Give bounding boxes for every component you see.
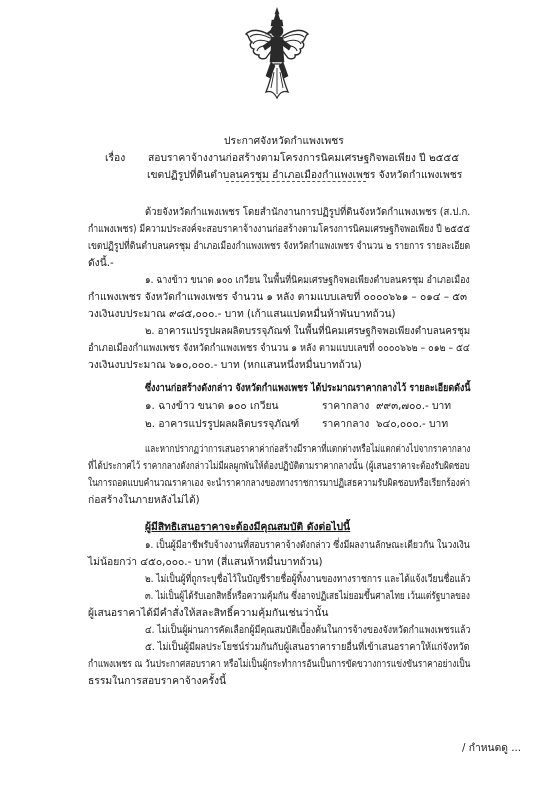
median-row-label: ๒. อาคารแปรรูปผลผลิตบรรจุภัณฑ์ bbox=[145, 418, 300, 430]
median-note-line: และหากปรากฏว่าการเสนอราคาค่าก่อสร้างมีราคาที่แตกต่างหรือไม่แตกต่างไปจากราคากลาง bbox=[145, 443, 471, 455]
announcement-title: ประกาศจังหวัดกำแพงเพชร bbox=[224, 135, 344, 147]
median-row-label: ๑. ฉางข้าว ขนาด ๑๐๐ เกวียน bbox=[145, 400, 279, 412]
qualification-line: ๔. ไม่เป็นผู้ผ่านการคัดเลือกผู้มีคุณสมบัติเบื้องต้นในการจ้างของจังหวัดกำแพงเพชรแล้ว bbox=[145, 624, 471, 636]
qualification-line: ผู้เสนอราคาได้มีคำสั่งให้สละสิทธิ์ความคุ้มกันเช่นว่านั้น bbox=[88, 607, 329, 619]
intro-line: ดังนี้.- bbox=[88, 257, 114, 269]
continuation-marker: / กำหนดดู ... bbox=[462, 742, 522, 754]
median-row-price-label: ราคากลาง bbox=[322, 418, 370, 430]
median-note-line: ที่ได้ประกาศไว้ ราคากลางดังกล่าวไม่มีผลผูกพันให้ต้องปฏิบัติตามราคากลางนั้น (ผู้เสนอราคาจะต้องรับผิดชอบ bbox=[88, 460, 470, 472]
intro-line: กำแพงเพชร) มีความประสงค์จะสอบราคาจ้างงานก่อสร้างตามโครงการนิคมเศรษฐกิจพอเพียง ปี ๒๕๕๕ bbox=[88, 223, 471, 235]
item-2-line: อำเภอเมืองกำแพงเพชร จังหวัดกำแพงเพชร จำนวน ๑ หลัง ตามแบบเลขที่ ๐๐๐๐๖๖๒ – ๐๑๒ – ๕๔ bbox=[88, 342, 470, 354]
median-note-line: ในการถอดแบบคำนวณราคาเอง จะนำราคากลางของทางราชการมาปฏิเสธความรับผิดชอบหรือเรียกร้องค่า bbox=[88, 477, 471, 489]
item-1-line: ๑. ฉางข้าว ขนาด ๑๐๐ เกวียน ในพื้นที่นิคมเศรษฐกิจพอเพียงตำบลนครชุม อำเภอเมือง bbox=[145, 274, 470, 286]
median-row-price: ๖๔๐,๐๐๐.- บาท bbox=[376, 418, 449, 430]
median-row-price-label: ราคากลาง bbox=[322, 400, 370, 412]
item-2-line: วงเงินงบประมาณ ๖๑๐,๐๐๐.- บาท (หกแสนหนึ่งหมื่นบาทถ้วน) bbox=[88, 359, 362, 371]
qualification-line: ๑. เป็นผู้มีอาชีพรับจ้างงานที่สอบราคาจ้างดังกล่าว ซึ่งมีผลงานลักษณะเดียวกัน ในวงเงิน bbox=[145, 539, 470, 551]
item-1-line: วงเงินงบประมาณ ๙๘๕,๐๐๐.- บาท (เก้าแสนแปดหมื่นห้าพันบาทถ้วน) bbox=[88, 308, 396, 320]
qualification-line: ไม่น้อยกว่า ๔๕๐,๐๐๐.- บาท (สี่แสนห้าหมื่นบาทถ้วน) bbox=[88, 556, 323, 568]
median-row-price: ๙๙๓,๗๐๐.- บาท bbox=[376, 400, 452, 412]
title-divider bbox=[226, 181, 366, 182]
intro-line: เขตปฏิรูปที่ดินตำบลนครชุม อำเภอเมืองกำแพงเพชร จังหวัดกำแพงเพชร จำนวน ๒ รายการ รายละเอียด bbox=[88, 240, 471, 252]
qualification-line: ๓. ไม่เป็นผู้ได้รับเอกสิทธิ์หรือความคุ้มกัน ซึ่งอาจปฏิเสธไม่ยอมขึ้นศาลไทย เว้นแต่รัฐบาลของ bbox=[145, 590, 470, 602]
item-2-line: ๒. อาคารแปรรูปผลผลิตบรรจุภัณฑ์ ในพื้นที่นิคมเศรษฐกิจพอเพียงตำบลนครชุม bbox=[145, 325, 471, 337]
subject-line-2: เขตปฏิรูปที่ดินตำบลนครชุม อำเภอเมืองกำแพงเพชร จังหวัดกำแพงเพชร bbox=[147, 169, 463, 181]
intro-line: ด้วยจังหวัดกำแพงเพชร โดยสำนักงานการปฏิรูปที่ดินจังหวัดกำแพงเพชร (ส.ป.ก. bbox=[145, 206, 471, 218]
garuda-emblem-icon bbox=[244, 6, 310, 100]
median-note-line: ก่อสร้างในภายหลังไม่ได้) bbox=[88, 494, 200, 506]
qualification-line: ธรรมในการสอบราคาจ้างครั้งนี้ bbox=[88, 675, 227, 687]
median-price-heading: ซึ่งงานก่อสร้างดังกล่าว จังหวัดกำแพงเพชร ได้ประมาณราคากลางไว้ รายละเอียดดังนี้ bbox=[145, 382, 471, 394]
item-1-line: กำแพงเพชร จังหวัดกำแพงเพชร จำนวน ๑ หลัง ตามแบบเลขที่ ๐๐๐๐๖๖๑ – ๐๑๔ – ๕๓ bbox=[88, 291, 468, 303]
qualification-line: กำแพงเพชร ณ วันประกาศสอบราคา หรือไม่เป็นผู้กระทำการอันเป็นการขัดขวางการแข่งขันราคาอย่างเป็น bbox=[88, 658, 471, 670]
qualifications-heading: ผู้มีสิทธิเสนอราคาจะต้องมีคุณสมบัติ ดังต่อไปนี้ bbox=[145, 521, 351, 533]
qualification-line: ๒. ไม่เป็นผู้ที่ถูกระบุชื่อไว้ในบัญชีรายชื่อผู้ทิ้งงานของทางราชการ และได้แจ้งเวียนชื่อแล้ว bbox=[145, 573, 471, 585]
subject-label: เรื่อง bbox=[105, 152, 126, 164]
subject-line-1: สอบราคาจ้างงานก่อสร้างตามโครงการนิคมเศรษฐกิจพอเพียง ปี ๒๕๕๕ bbox=[148, 152, 460, 164]
qualification-line: ๕. ไม่เป็นผู้มีผลประโยชน์ร่วมกันกับผู้เสนอราคารายอื่นที่เข้าเสนอราคาให้แก่จังหวัด bbox=[145, 641, 470, 653]
